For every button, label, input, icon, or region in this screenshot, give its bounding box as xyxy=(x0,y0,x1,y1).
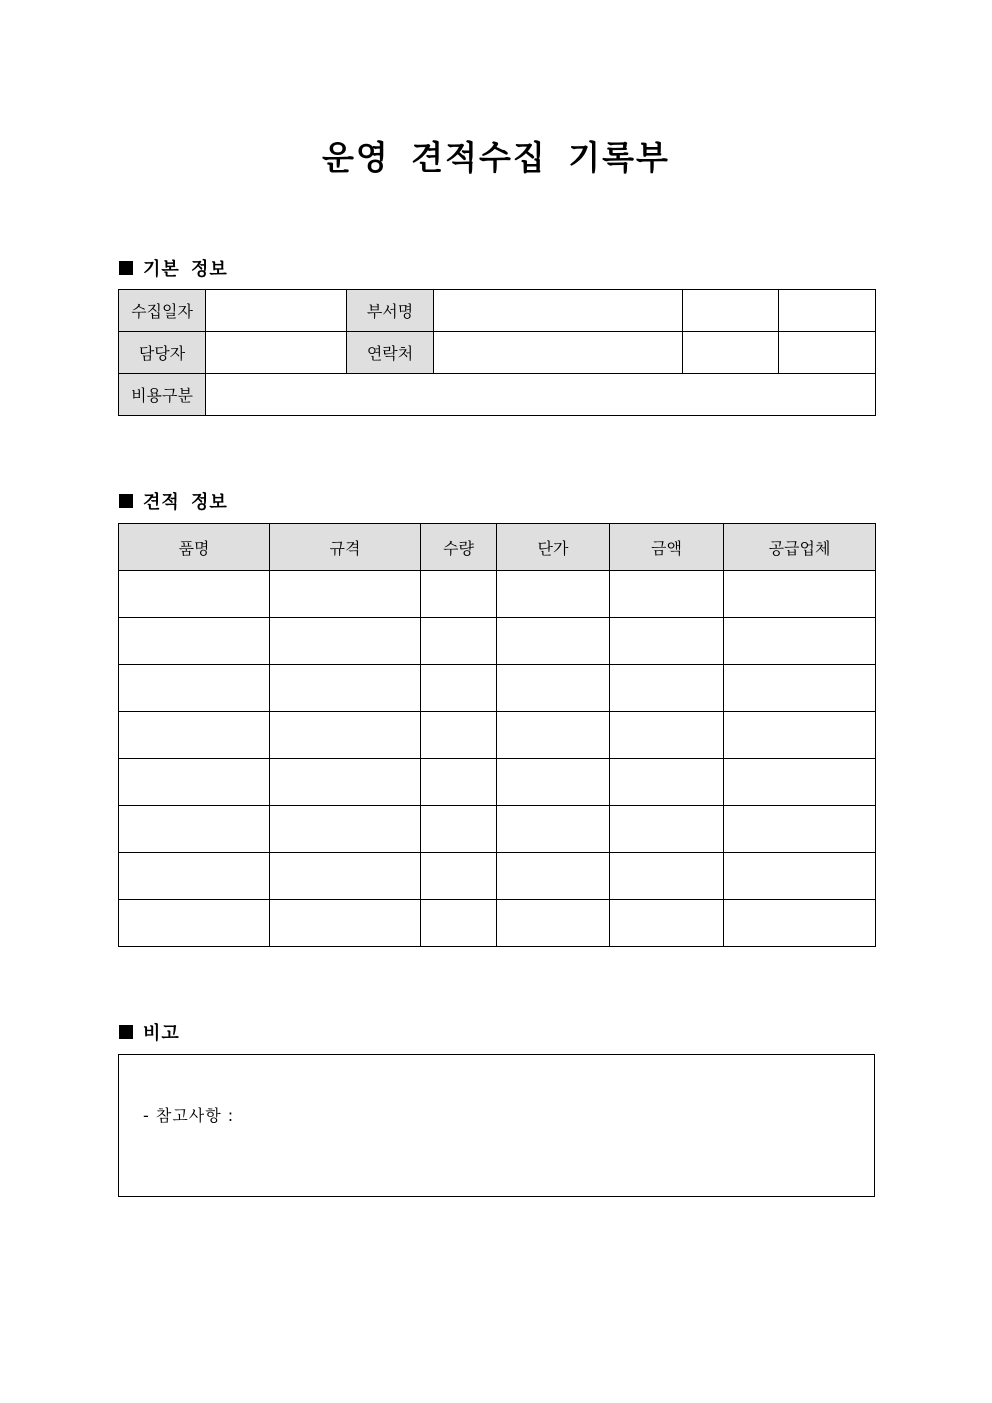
header-quantity: 수량 xyxy=(421,524,497,571)
amount-cell[interactable] xyxy=(610,853,724,900)
spec-cell[interactable] xyxy=(270,712,421,759)
spec-cell[interactable] xyxy=(270,618,421,665)
table-row xyxy=(119,571,876,618)
spec-cell[interactable] xyxy=(270,900,421,947)
section-label-remarks: 비고 xyxy=(143,1023,180,1044)
supplier-cell[interactable] xyxy=(724,806,876,853)
spec-cell[interactable] xyxy=(270,759,421,806)
header-amount: 금액 xyxy=(610,524,724,571)
item-name-cell[interactable] xyxy=(119,853,270,900)
manager-field[interactable] xyxy=(206,332,347,374)
section-heading-basic xyxy=(119,255,228,281)
item-name-cell[interactable] xyxy=(119,900,270,947)
amount-cell[interactable] xyxy=(610,618,724,665)
supplier-cell[interactable] xyxy=(724,618,876,665)
item-name-cell[interactable] xyxy=(119,665,270,712)
unit-price-cell[interactable] xyxy=(497,712,610,759)
quantity-cell[interactable] xyxy=(421,712,497,759)
amount-cell[interactable] xyxy=(610,665,724,712)
table-row xyxy=(119,290,876,332)
supplier-cell[interactable] xyxy=(724,900,876,947)
amount-cell[interactable] xyxy=(610,759,724,806)
unit-price-cell[interactable] xyxy=(497,853,610,900)
contact-field[interactable] xyxy=(434,332,683,374)
remarks-box[interactable] xyxy=(118,1054,875,1197)
department-field[interactable] xyxy=(434,290,683,332)
section-heading-quote xyxy=(119,488,228,514)
item-name-cell[interactable] xyxy=(119,618,270,665)
collect-date-label: 수집일자 xyxy=(119,290,206,332)
extra-field[interactable] xyxy=(683,290,779,332)
extra-field[interactable] xyxy=(779,332,876,374)
table-row xyxy=(119,759,876,806)
collect-date-field[interactable] xyxy=(206,290,347,332)
quantity-cell[interactable] xyxy=(421,806,497,853)
spec-cell[interactable] xyxy=(270,853,421,900)
table-row xyxy=(119,374,876,416)
amount-cell[interactable] xyxy=(610,806,724,853)
amount-cell[interactable] xyxy=(610,571,724,618)
item-name-cell[interactable] xyxy=(119,759,270,806)
unit-price-cell[interactable] xyxy=(497,900,610,947)
quote-info-table xyxy=(118,523,876,947)
section-heading-remarks xyxy=(119,1019,180,1045)
quantity-cell[interactable] xyxy=(421,665,497,712)
amount-cell[interactable] xyxy=(610,900,724,947)
manager-label: 담당자 xyxy=(119,332,206,374)
unit-price-cell[interactable] xyxy=(497,571,610,618)
supplier-cell[interactable] xyxy=(724,665,876,712)
quantity-cell[interactable] xyxy=(421,571,497,618)
table-header-row xyxy=(119,524,876,571)
table-row xyxy=(119,618,876,665)
item-name-cell[interactable] xyxy=(119,712,270,759)
quantity-cell[interactable] xyxy=(421,618,497,665)
header-item-name: 품명 xyxy=(119,524,270,571)
department-label: 부서명 xyxy=(347,290,434,332)
item-name-cell[interactable] xyxy=(119,571,270,618)
item-name-cell[interactable] xyxy=(119,806,270,853)
supplier-cell[interactable] xyxy=(724,759,876,806)
cost-type-field[interactable] xyxy=(206,374,876,416)
remarks-note: - 참고사항 : xyxy=(143,1106,235,1125)
table-row xyxy=(119,900,876,947)
amount-cell[interactable] xyxy=(610,712,724,759)
black-square-icon xyxy=(119,261,133,275)
extra-field[interactable] xyxy=(683,332,779,374)
contact-label: 연락처 xyxy=(347,332,434,374)
spec-cell[interactable] xyxy=(270,806,421,853)
section-label-basic: 기본 정보 xyxy=(143,259,228,280)
header-unit-price: 단가 xyxy=(497,524,610,571)
table-row xyxy=(119,853,876,900)
page-title: 운영 견적수집 기록부 xyxy=(322,138,670,177)
black-square-icon xyxy=(119,494,133,508)
table-row xyxy=(119,806,876,853)
header-supplier: 공급업체 xyxy=(724,524,876,571)
basic-info-table xyxy=(118,289,876,416)
extra-field[interactable] xyxy=(779,290,876,332)
quantity-cell[interactable] xyxy=(421,759,497,806)
unit-price-cell[interactable] xyxy=(497,665,610,712)
unit-price-cell[interactable] xyxy=(497,806,610,853)
unit-price-cell[interactable] xyxy=(497,618,610,665)
table-row xyxy=(119,665,876,712)
spec-cell[interactable] xyxy=(270,665,421,712)
unit-price-cell[interactable] xyxy=(497,759,610,806)
black-square-icon xyxy=(119,1025,133,1039)
table-row xyxy=(119,332,876,374)
section-label-quote: 견적 정보 xyxy=(143,492,228,513)
quantity-cell[interactable] xyxy=(421,900,497,947)
supplier-cell[interactable] xyxy=(724,571,876,618)
header-spec: 규격 xyxy=(270,524,421,571)
supplier-cell[interactable] xyxy=(724,712,876,759)
supplier-cell[interactable] xyxy=(724,853,876,900)
quantity-cell[interactable] xyxy=(421,853,497,900)
table-row xyxy=(119,712,876,759)
spec-cell[interactable] xyxy=(270,571,421,618)
cost-type-label: 비용구분 xyxy=(119,374,206,416)
